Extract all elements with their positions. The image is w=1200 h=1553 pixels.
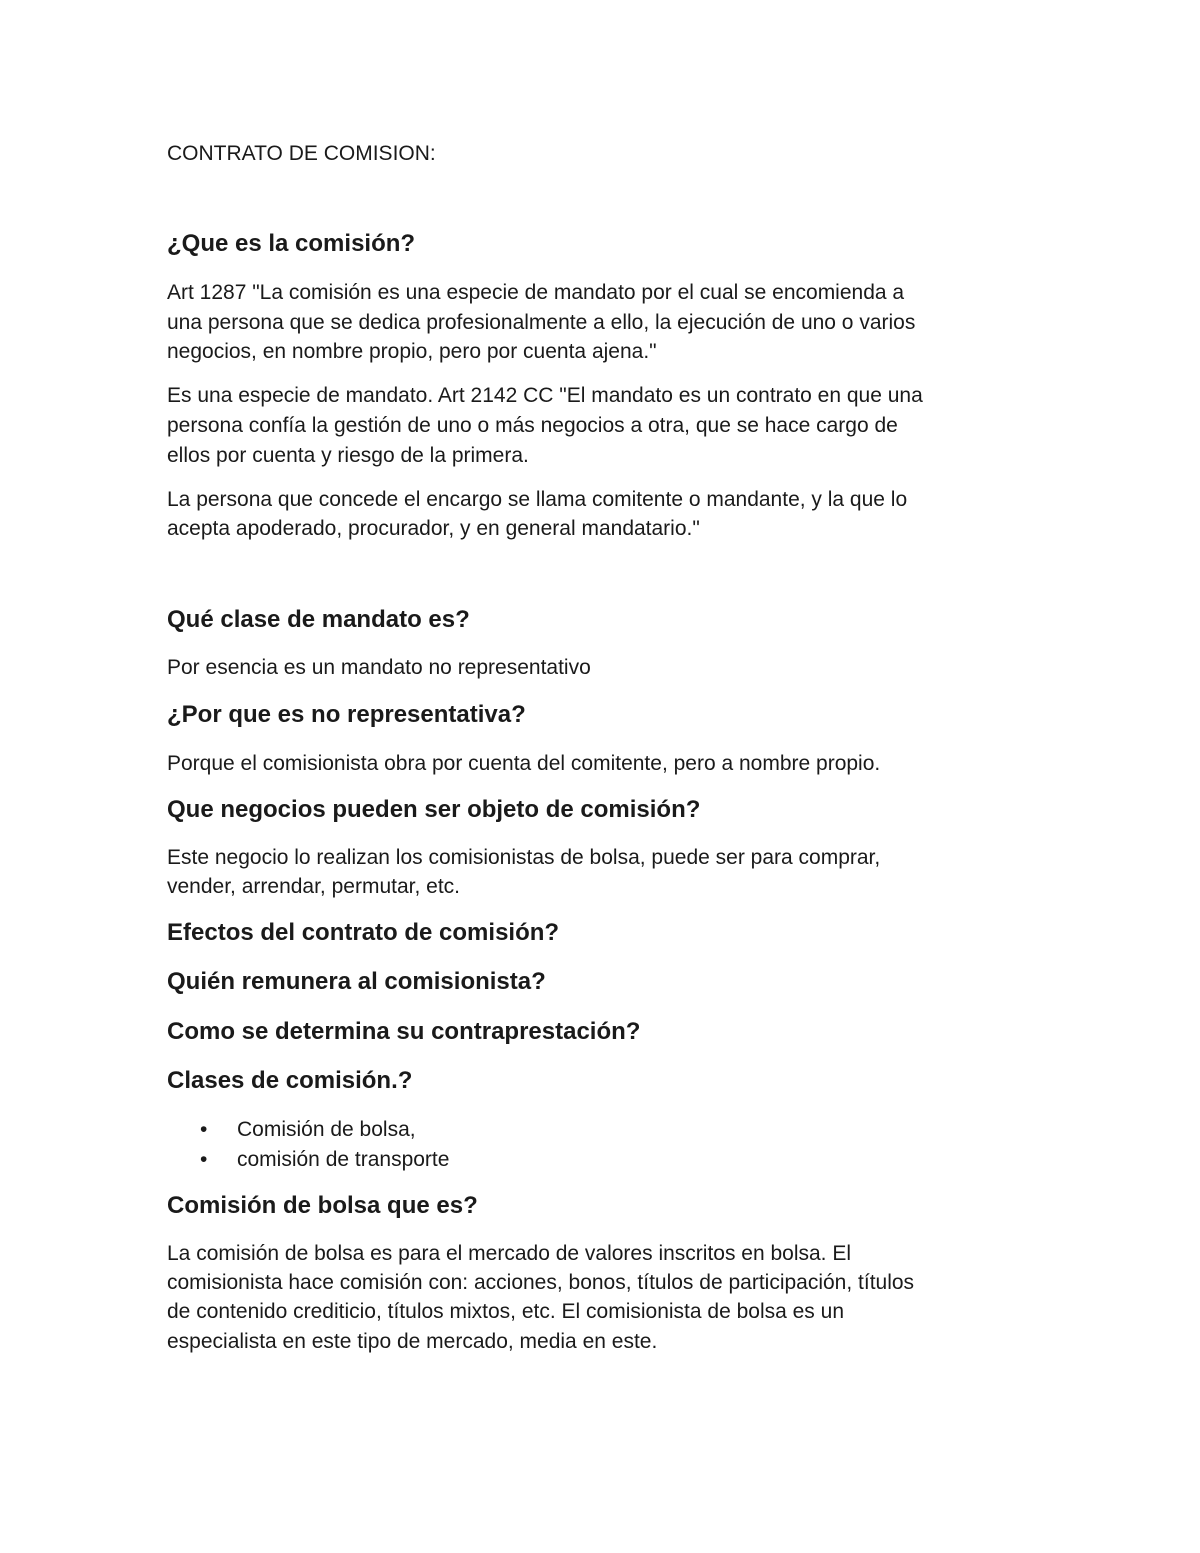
paragraph-line: La comisión de bolsa es para el mercado de valores inscritos en bolsa. El — [167, 1242, 852, 1265]
heading: Que negocios pueden ser objeto de comisión? — [167, 796, 701, 823]
list-item: • comisión de transporte — [200, 1145, 449, 1175]
paragraph-line: especialista en este tipo de mercado, media en este. — [167, 1330, 658, 1353]
heading: ¿Que es la comisión? — [167, 230, 416, 257]
paragraph-line: acepta apoderado, procurador, y en general mandatario." — [167, 517, 700, 540]
paragraph-line: Art 1287 "La comisión es una especie de mandato por el cual se encomienda a — [167, 281, 905, 304]
heading: Clases de comisión.? — [167, 1067, 413, 1094]
paragraph-line: ellos por cuenta y riesgo de la primera. — [167, 444, 529, 467]
heading: ¿Por que es no representativa? — [167, 701, 526, 728]
bullet-list — [200, 1115, 449, 1175]
paragraph-line: La persona que concede el encargo se llama comitente o mandante, y la que lo — [167, 488, 908, 511]
document-title: CONTRATO DE COMISION: — [167, 142, 436, 165]
paragraph-line: Este negocio lo realizan los comisionistas de bolsa, puede ser para comprar, — [167, 846, 881, 869]
paragraph-line: comisionista hace comisión con: acciones, bonos, títulos de participación, títulos — [167, 1271, 915, 1294]
paragraph-line: Por esencia es un mandato no representativo — [167, 656, 591, 679]
heading: Qué clase de mandato es? — [167, 606, 470, 633]
heading: Como se determina su contraprestación? — [167, 1018, 641, 1045]
heading: Quién remunera al comisionista? — [167, 968, 546, 995]
heading: Efectos del contrato de comisión? — [167, 919, 560, 946]
paragraph-line: vender, arrendar, permutar, etc. — [167, 875, 460, 898]
paragraph-line: una persona que se dedica profesionalmente a ello, la ejecución de uno o varios — [167, 311, 916, 334]
paragraph-line: de contenido crediticio, títulos mixtos, etc. El comisionista de bolsa es un — [167, 1300, 845, 1323]
heading: Comisión de bolsa que es? — [167, 1192, 478, 1219]
paragraph-line: Es una especie de mandato. Art 2142 CC "El mandato es un contrato en que una — [167, 384, 923, 407]
paragraph-line: persona confía la gestión de uno o más negocios a otra, que se hace cargo de — [167, 414, 898, 437]
paragraph-line: Porque el comisionista obra por cuenta del comitente, pero a nombre propio. — [167, 752, 881, 775]
list-item: • Comisión de bolsa, — [200, 1115, 449, 1145]
paragraph-line: negocios, en nombre propio, pero por cuenta ajena." — [167, 340, 657, 363]
